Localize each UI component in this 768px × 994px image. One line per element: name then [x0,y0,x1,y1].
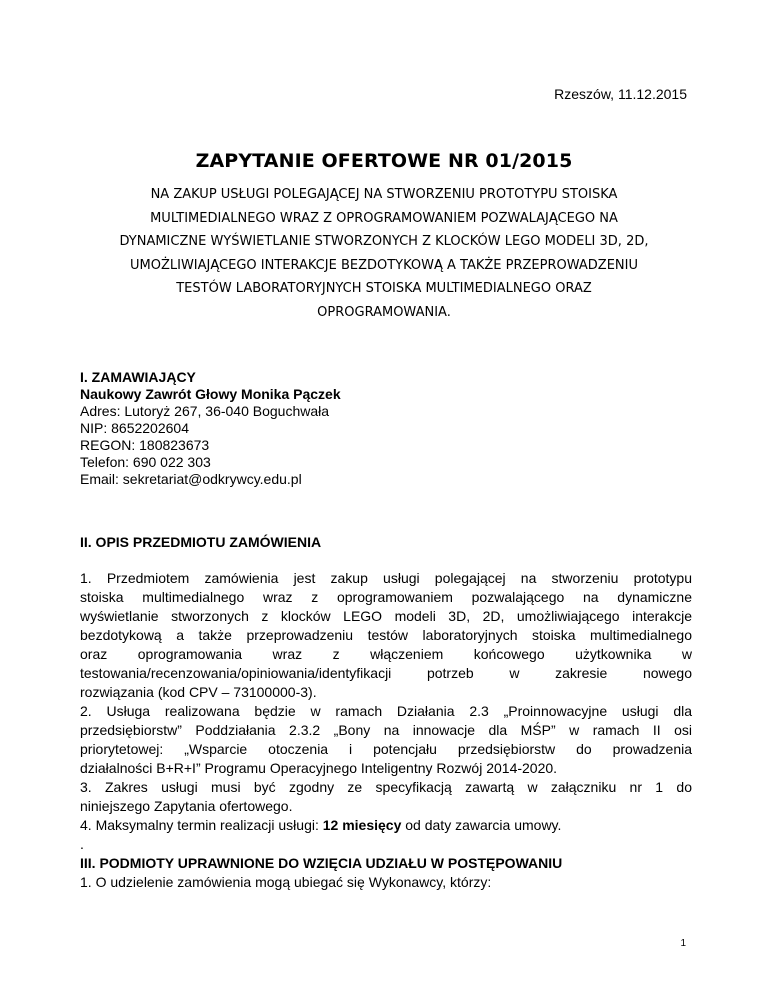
paragraph-line: 1. O udzielenie zamówienia mogą ubiegać się Wykonawcy, którzy: [80,874,492,890]
paragraph-line: testowania/recenzowania/opiniowania/identyfikacji potrzeb w zakresie nowego [80,665,692,681]
subtitle-line: MULTIMEDIALNEGO WRAZ Z OPROGRAMOWANIEM POZWALAJĄCEGO NA [150,210,618,226]
page-number: 1 [680,938,686,949]
paragraph-line: rozwiązania (kod CPV – 73100000-3). [80,684,317,700]
item4-duration: 12 miesięcy [322,817,402,833]
paragraph-line: przedsiębiorstw” Poddziałania 2.3.2 „Bony na innowacje dla MŚP” w ramach II osi [80,722,692,738]
document-subtitle [78,183,690,324]
ordering-party-regon: REGON: 180823673 [80,437,210,453]
paragraph-line: działalności B+R+I” Programu Operacyjnego Inteligentny Rozwój 2014-2020. [80,760,558,776]
subtitle-line: OPROGRAMOWANIA. [317,304,451,320]
paragraph-line: bezdotykową a także przeprowadzeniu testów laboratoryjnych stoiska multimedialnego [80,627,692,643]
document-title: ZAPYTANIE OFERTOWE NR 01/2015 [195,150,573,172]
subtitle-line: NA ZAKUP USŁUGI POLEGAJĄCEJ NA STWORZENIU PROTOTYPU STOISKA [150,187,618,202]
section-heading: III. PODMIOTY UPRAWNIONE DO WZIĘCIA UDZIAŁU W POSTĘPOWANIU [80,855,563,871]
paragraph-line-item4 [80,816,692,835]
ordering-party-address: Adres: Lutoryż 267, 36-040 Boguchwała [80,403,330,419]
paragraph-dot: . [80,836,84,852]
ordering-party-nip: NIP: 8652202604 [80,420,189,436]
paragraph-line: 3. Zakres usługi musi być zgodny ze specyfikacją zawartą w załączniku nr 1 do [80,779,692,795]
ordering-party-email: Email: sekretariat@odkrywcy.edu.pl [80,471,302,487]
paragraph-line: 2. Usługa realizowana będzie w ramach Działania 2.3 „Proinnowacyjne usługi dla [80,703,692,719]
paragraph-line: wyświetlanie stworzonych z klocków LEGO modeli 3D, 2D, umożliwiającego interakcje [80,608,692,624]
paragraph-line: 1. Przedmiotem zamówienia jest zakup usługi polegającej na stworzeniu prototypu [80,570,692,586]
paragraph-line: priorytetowej: „Wsparcie otoczenia i potencjału przedsiębiorstw do prowadzenia [80,741,692,757]
ordering-party-name: Naukowy Zawrót Głowy Monika Pączek [80,386,341,402]
paragraph-line: stoiska multimedialnego wraz z oprogramowaniem pozwalającego na dynamiczne [80,589,692,605]
subtitle-line: TESTÓW LABORATORYJNYCH STOISKA MULTIMEDIALNEGO ORAZ [176,281,592,296]
paragraph-line: oraz oprogramowania wraz z włączeniem końcowego użytkownika w [80,646,692,662]
section-heading: I. ZAMAWIAJĄCY [80,369,196,385]
document-date: Rzeszów, 11.12.2015 [554,86,687,102]
section-heading: II. OPIS PRZEDMIOTU ZAMÓWIENIA [80,534,322,550]
subtitle-line: DYNAMICZNE WYŚWIETLANIE STWORZONYCH Z KLOCKÓW LEGO MODELI 3D, 2D, [119,234,649,249]
subtitle-line: UMOŻLIWIAJĄCEGO INTERAKCJE BEZDOTYKOWĄ A TAKŻE PRZEPROWADZENIU [130,257,638,273]
paragraph-line: niniejszego Zapytania ofertowego. [80,798,293,814]
ordering-party-phone: Telefon: 690 022 303 [80,454,211,470]
item4-prefix: 4. Maksymalny termin realizacji usługi: [80,817,323,833]
section-subject-body [80,569,692,892]
section-ordering-party [80,369,692,488]
section-subject-heading-wrap [80,534,692,551]
item4-suffix: od daty zawarcia umowy. [401,817,562,833]
